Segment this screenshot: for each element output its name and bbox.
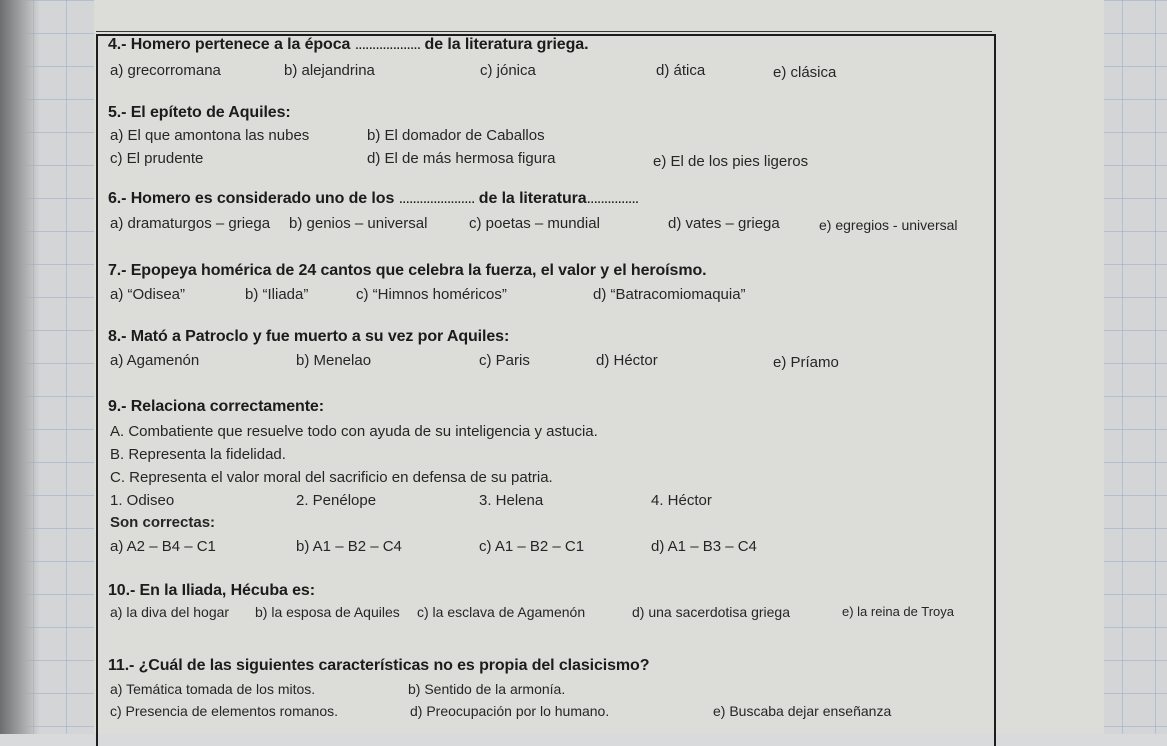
q10-option-c: c) la esclava de Agamenón (417, 604, 586, 620)
question-6-text-2: de la literatura (478, 190, 587, 207)
question-10-title: 10.- En la Iliada, Hécuba es: (108, 582, 315, 599)
q9-item-2: 2. Penélope (296, 492, 377, 509)
q10-option-b: b) la esposa de Aquiles (255, 604, 400, 620)
q9-option-b: b) A1 – B2 – C4 (296, 538, 402, 555)
q8-option-a: a) Agamenón (110, 352, 200, 369)
question-6-blank-1: ...................... (398, 190, 475, 207)
q9-option-a: a) A2 – B4 – C1 (110, 538, 216, 555)
q11-option-e: e) Buscaba dejar enseñanza (713, 703, 892, 719)
q7-option-d: d) “Batracomiomaquia” (593, 286, 746, 303)
q9-item-3: 3. Helena (479, 492, 544, 509)
q10-option-e: e) la reina de Troya (842, 604, 955, 619)
q9-option-d: d) A1 – B3 – C4 (651, 538, 757, 555)
q9-statement-a: A. Combatiente que resuelve todo con ayuda de su inteligencia y astucia. (110, 423, 598, 440)
q9-item-1: 1. Odiseo (110, 492, 175, 509)
q7-option-b: b) “Iliada” (245, 286, 309, 303)
q10-option-d: d) una sacerdotisa griega (632, 604, 790, 620)
q11-option-b: b) Sentido de la armonía. (408, 681, 566, 697)
q6-option-e: e) egregios - universal (819, 217, 958, 233)
question-7-title: 7.- Epopeya homérica de 24 cantos que celebra la fuerza, el valor y el heroísmo. (108, 262, 707, 279)
q7-option-c: c) “Himnos homéricos” (356, 286, 507, 303)
q10-option-a: a) la diva del hogar (110, 604, 230, 620)
q9-item-4: 4. Héctor (651, 492, 712, 509)
q11-option-a: a) Temática tomada de los mitos. (110, 681, 316, 697)
question-4-text-1: 4.- Homero pertenece a la época (108, 36, 351, 53)
q8-option-d: d) Héctor (596, 352, 658, 369)
q8-option-e: e) Príamo (773, 354, 839, 371)
question-11-title: 11.- ¿Cuál de las siguientes características no es propia del clasicismo? (108, 657, 650, 674)
page-shadow (0, 0, 40, 734)
q7-option-a: a) “Odisea” (110, 286, 186, 303)
question-4 (108, 36, 588, 54)
q4-option-e: e) clásica (773, 64, 837, 81)
q4-option-c: c) jónica (480, 62, 536, 79)
q8-option-c: c) Paris (479, 352, 530, 369)
question-9-title: 9.- Relaciona correctamente: (108, 398, 324, 415)
q5-option-d: d) El de más hermosa figura (367, 150, 556, 167)
q5-option-b: b) El domador de Caballos (367, 127, 545, 144)
q9-statement-c: C. Representa el valor moral del sacrificio en defensa de su patria. (110, 469, 553, 486)
q6-option-d: d) vates – griega (668, 215, 780, 232)
q9-statement-b: B. Representa la fidelidad. (110, 446, 286, 463)
q11-option-c: c) Presencia de elementos romanos. (110, 703, 338, 719)
question-6-blank-2: ............... (586, 190, 639, 207)
q4-option-d: d) ática (656, 62, 706, 79)
q4-option-a: a) grecorromana (110, 62, 221, 79)
q5-option-c: c) El prudente (110, 150, 204, 167)
q5-option-a: a) El que amontona las nubes (110, 127, 310, 144)
q6-option-c: c) poetas – mundial (469, 215, 600, 232)
question-8-title: 8.- Mató a Patroclo y fue muerto a su vez por Aquiles: (108, 328, 510, 345)
question-4-text-2: de la literatura griega. (424, 36, 589, 53)
question-5-title: 5.- El epíteto de Aquiles: (108, 104, 291, 121)
q11-option-d: d) Preocupación por lo humano. (410, 703, 610, 719)
q9-prompt: Son correctas: (110, 514, 216, 531)
q5-option-e: e) El de los pies ligeros (653, 153, 809, 170)
q6-option-b: b) genios – universal (289, 215, 428, 232)
q6-option-a: a) dramaturgos – griega (110, 215, 271, 232)
question-4-blank: ................... (354, 36, 421, 53)
question-6-text-1: 6.- Homero es considerado uno de los (108, 190, 395, 207)
question-6 (108, 190, 638, 208)
q4-option-b: b) alejandrina (284, 62, 375, 79)
q9-option-c: c) A1 – B2 – C1 (479, 538, 585, 555)
q8-option-b: b) Menelao (296, 352, 372, 369)
top-rule (96, 31, 992, 32)
